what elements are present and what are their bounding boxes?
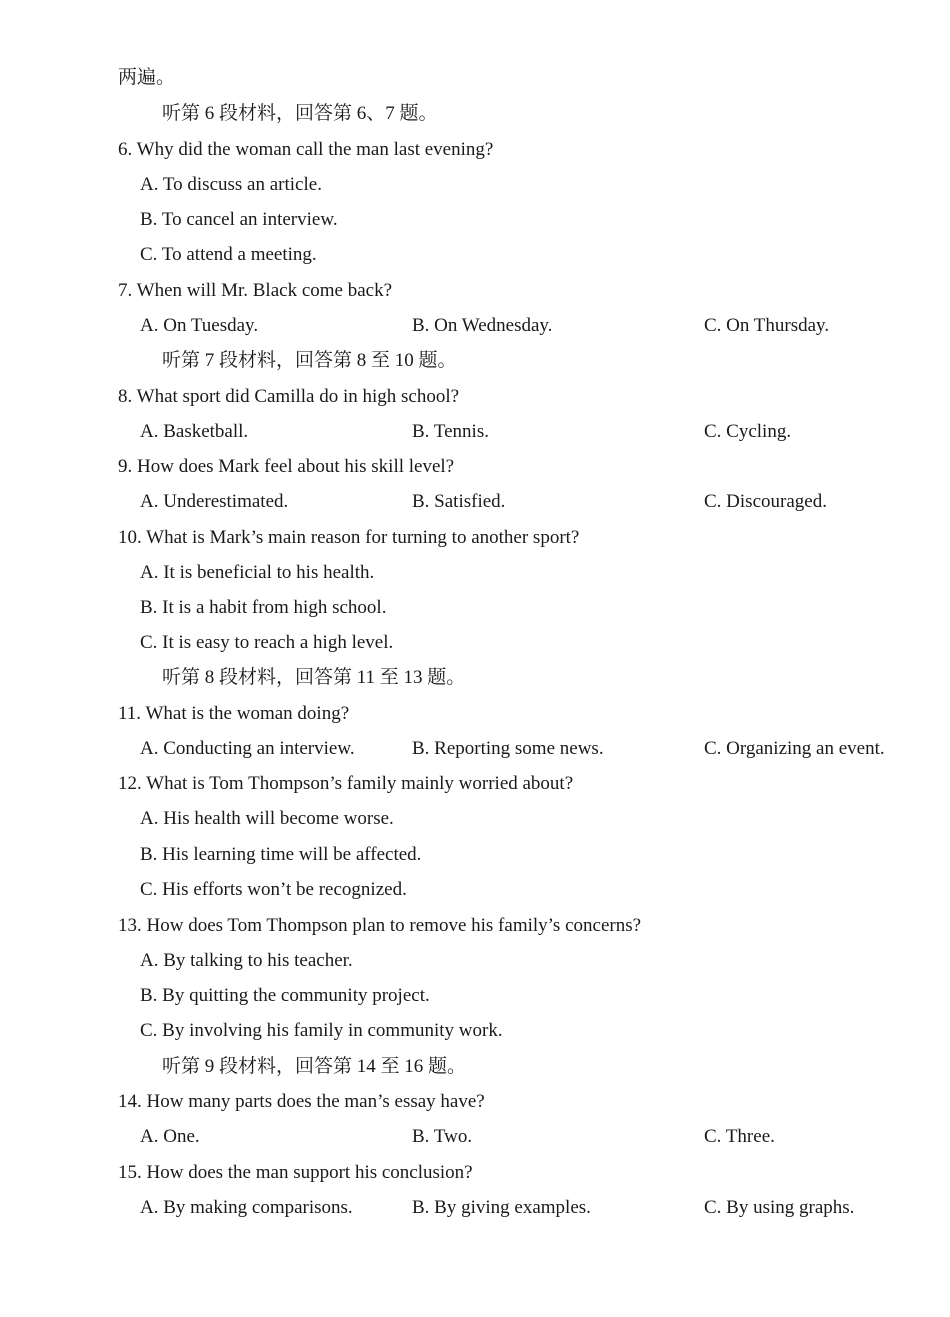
section-9-instruction: 听第 9 段材料，回答第 14 至 16 题。 (162, 1056, 467, 1077)
question-8-option-a: A. Basketball. (140, 421, 249, 442)
question-14-option-b: B. Two. (412, 1126, 473, 1147)
question-6-option-b: B. To cancel an interview. (140, 209, 338, 230)
question-15-option-c: C. By using graphs. (704, 1197, 855, 1218)
question-15-option-b: B. By giving examples. (412, 1197, 591, 1218)
section-8-instruction: 听第 8 段材料，回答第 11 至 13 题。 (162, 667, 466, 688)
question-12-option-a: A. His health will become worse. (140, 808, 394, 829)
question-13-option-a: A. By talking to his teacher. (140, 950, 353, 971)
question-8: 8. What sport did Camilla do in high school? (118, 386, 460, 407)
question-14-option-a: A. One. (140, 1126, 200, 1147)
section-6-instruction: 听第 6 段材料，回答第 6、7 题。 (162, 103, 438, 124)
question-6-option-c: C. To attend a meeting. (140, 244, 317, 265)
question-6-option-a: A. To discuss an article. (140, 174, 322, 195)
question-12-option-b: B. His learning time will be affected. (140, 844, 422, 865)
question-7-option-a: A. On Tuesday. (140, 315, 259, 336)
question-11-option-c: C. Organizing an event. (704, 738, 885, 759)
question-13-option-c: C. By involving his family in community work. (140, 1020, 503, 1041)
question-12-option-c: C. His efforts won’t be recognized. (140, 879, 407, 900)
question-9-option-c: C. Discouraged. (704, 491, 827, 512)
question-15: 15. How does the man support his conclusion? (118, 1162, 473, 1183)
question-8-option-c: C. Cycling. (704, 421, 792, 442)
question-7: 7. When will Mr. Black come back? (118, 280, 393, 301)
question-14-option-c: C. Three. (704, 1126, 775, 1147)
question-12: 12. What is Tom Thompson’s family mainly worried about? (118, 773, 574, 794)
question-11-option-a: A. Conducting an interview. (140, 738, 355, 759)
question-6: 6. Why did the woman call the man last evening? (118, 139, 494, 160)
question-8-option-b: B. Tennis. (412, 421, 489, 442)
question-11: 11. What is the woman doing? (118, 703, 350, 724)
question-11-option-b: B. Reporting some news. (412, 738, 604, 759)
question-10-option-a: A. It is beneficial to his health. (140, 562, 375, 583)
question-9-option-a: A. Underestimated. (140, 491, 289, 512)
question-10: 10. What is Mark’s main reason for turning to another sport? (118, 527, 580, 548)
question-10-option-b: B. It is a habit from high school. (140, 597, 387, 618)
question-13: 13. How does Tom Thompson plan to remove his family’s concerns? (118, 915, 642, 936)
question-7-option-c: C. On Thursday. (704, 315, 830, 336)
question-9-option-b: B. Satisfied. (412, 491, 506, 512)
section-7-instruction: 听第 7 段材料，回答第 8 至 10 题。 (162, 350, 457, 371)
question-13-option-b: B. By quitting the community project. (140, 985, 430, 1006)
question-14: 14. How many parts does the man’s essay have? (118, 1091, 485, 1112)
continued-instruction: 两遍。 (118, 67, 176, 88)
question-7-option-b: B. On Wednesday. (412, 315, 553, 336)
question-9: 9. How does Mark feel about his skill level? (118, 456, 455, 477)
question-10-option-c: C. It is easy to reach a high level. (140, 632, 394, 653)
question-15-option-a: A. By making comparisons. (140, 1197, 353, 1218)
